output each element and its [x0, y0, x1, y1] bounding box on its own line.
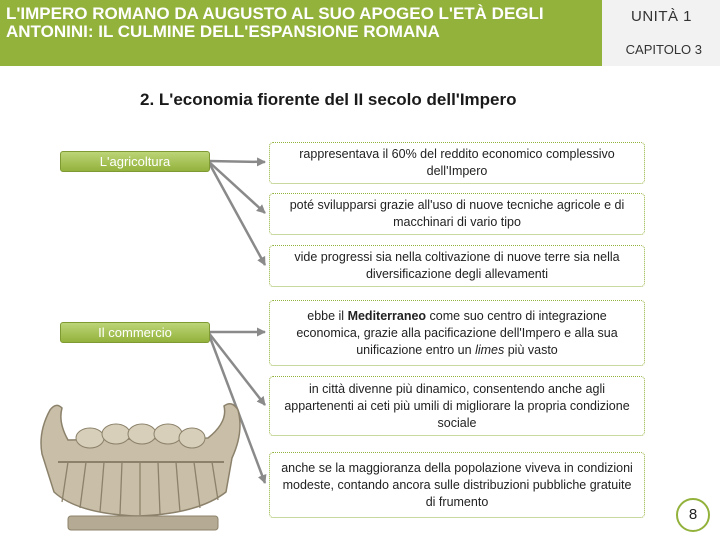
commerce-desc-1-pre: ebbe il: [307, 308, 348, 323]
header-title: L'IMPERO ROMANO DA AUGUSTO AL SUO APOGEO L'ETÀ DEGLI ANTONINI: IL CULMINE DELL'ESPANSIONE ROMANA: [6, 4, 544, 41]
agriculture-desc-3: [269, 245, 645, 287]
section-subtitle: 2. L'economia fiorente del II secolo dell'Impero: [140, 90, 517, 109]
commerce-desc-1-post: più vasto: [504, 342, 558, 357]
agriculture-desc-1: [269, 142, 645, 184]
agriculture-desc-2: [269, 193, 645, 235]
chapter-label: CAPITOLO 3: [625, 42, 702, 57]
commerce-desc-1-mid: come suo centro di integrazione economica, grazie alla pacificazione dell'Impero e alla sua unificazione entro un: [296, 308, 618, 357]
commerce-desc-3-text: anche se la maggioranza della popolazione viveva in condizioni modeste, contando ancora sulle distribuzioni pubbliche gratuite di frumento: [281, 460, 633, 509]
agriculture-label: L'agricoltura: [60, 151, 210, 172]
commerce-desc-1-text: [280, 308, 634, 359]
agriculture-desc-3-text: vide progressi sia nella coltivazione di nuove terre sia nella diversificazione degli allevamenti: [294, 250, 620, 281]
roman-ship-relief-image: [28, 392, 256, 538]
commerce-label: Il commercio: [60, 322, 210, 343]
commerce-desc-2-text: in città divenne più dinamico, consentendo anche agli appartenenti ai ceti più umili di migliorare la propria condizione sociale: [284, 381, 630, 430]
arrow-agri-2: [208, 161, 265, 213]
arrow-agri-1: [208, 161, 265, 162]
arrow-agri-3: [208, 161, 265, 265]
header-unit-panel: [602, 0, 720, 66]
unit-label: UNITÀ 1: [630, 8, 692, 25]
commerce-desc-1: [269, 300, 645, 366]
header-bar: [0, 0, 720, 66]
agriculture-desc-1-text: rappresentava il 60% del reddito economico complessivo dell'Impero: [299, 147, 615, 178]
mediterraneo-bold: Mediterraneo: [347, 308, 427, 323]
page-number: 8: [676, 498, 710, 532]
agriculture-desc-2-text: poté svilupparsi grazie all'uso di nuove tecniche agricole e di macchinari di vario tipo: [289, 198, 625, 229]
commerce-desc-3: [269, 452, 645, 518]
limes-italic: limes: [475, 342, 505, 357]
commerce-desc-2: [269, 376, 645, 436]
header-title-panel: [0, 0, 602, 66]
